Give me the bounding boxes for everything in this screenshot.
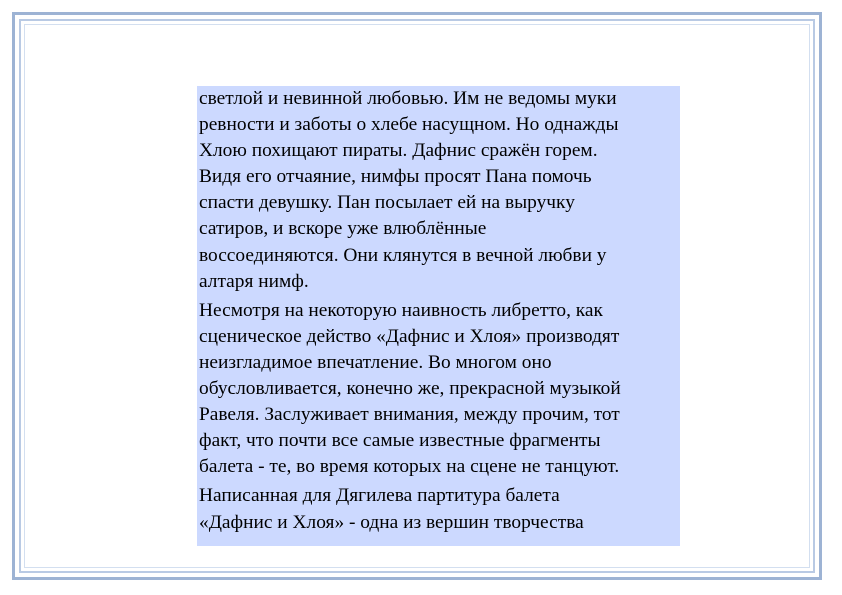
text-line: Равеля. Заслуживает внимания, между прочим, тот — [199, 404, 620, 426]
text-line: воссоединяются. Они клянутся в вечной любви у — [199, 244, 607, 266]
text-line: ревности и заботы о хлебе насущном. Но однажды — [199, 114, 619, 136]
text-block — [197, 86, 680, 546]
text-line: факт, что почти все самые известные фрагменты — [199, 430, 601, 452]
text-line: Видя его отчаяние, нимфы просят Пана помочь — [199, 166, 592, 188]
text-line: Несмотря на некоторую наивность либретто, как — [199, 299, 603, 321]
paragraph-1 — [199, 86, 678, 295]
paragraph-2 — [199, 298, 678, 481]
text-line: сатиров, и вскоре уже влюблённые — [199, 218, 487, 240]
paragraph-3 — [199, 483, 678, 535]
text-line: балета - те, во время которых на сцене не танцуют. — [199, 456, 620, 478]
text-line: «Дафнис и Хлоя» - одна из вершин творчества — [199, 511, 584, 533]
text-line: алтаря нимф. — [199, 270, 309, 292]
text-line: сценическое действо «Дафнис и Хлоя» производят — [199, 325, 620, 347]
text-line: обусловливается, конечно же, прекрасной музыкой — [199, 378, 621, 400]
text-line: светлой и невинной любовью. Им не ведомы муки — [199, 88, 617, 109]
text-line: неизгладимое впечатление. Во многом оно — [199, 351, 552, 373]
text-line: Хлою похищают пираты. Дафнис сражён горем. — [199, 140, 598, 162]
text-line: Написанная для Дягилева партитура балета — [199, 485, 560, 507]
text-line: спасти девушку. Пан посылает ей на выручку — [199, 192, 575, 214]
